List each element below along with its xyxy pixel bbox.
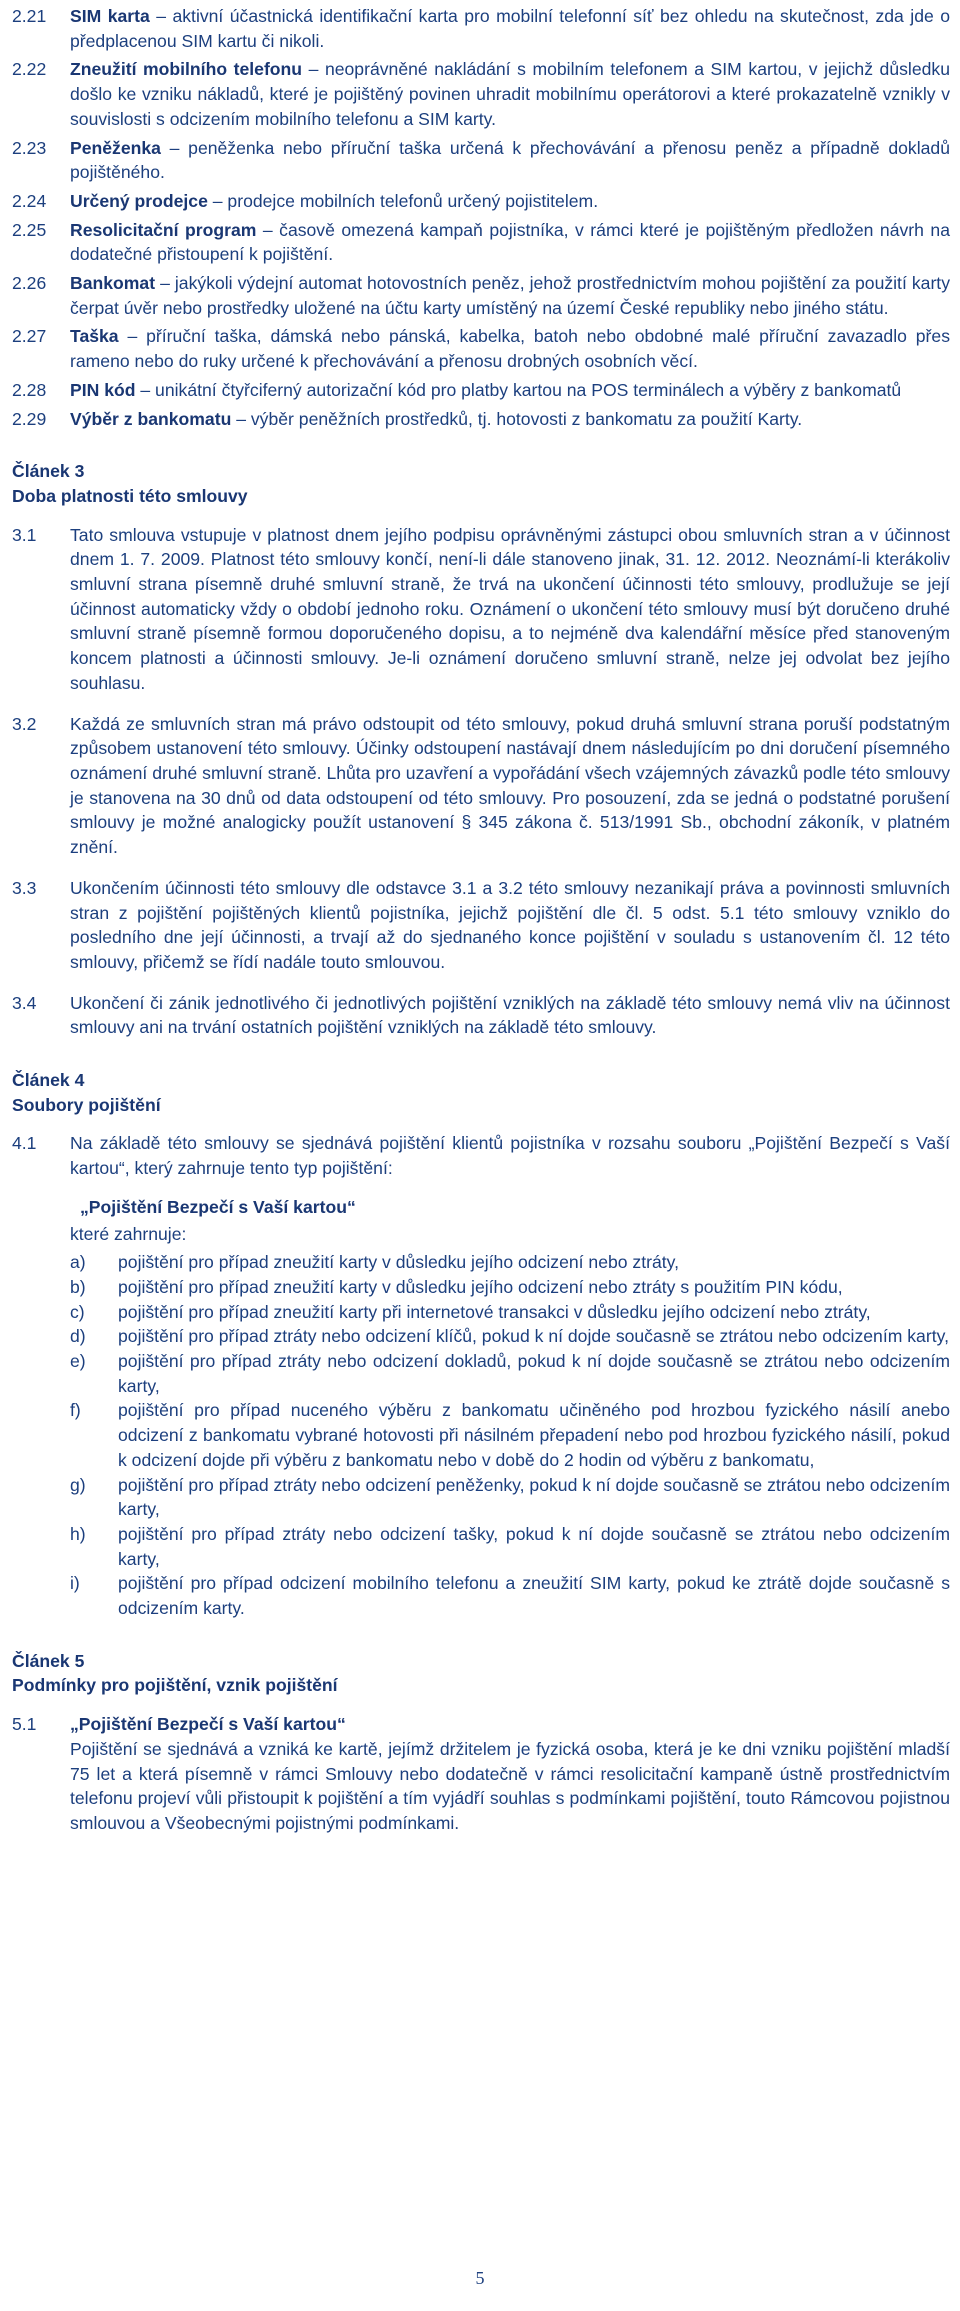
coverage-item: [70, 1571, 950, 1620]
definition-number: 2.29: [12, 408, 47, 429]
definition-number: 2.28: [12, 379, 47, 400]
clause-text: Ukončení či zánik jednotlivého či jednotlivých pojištění vzniklých na základě této smlouvy nemá vliv na účinnost smlouvy ani na trvání ostatních pojištění vzniklých na základě této smlouvy.: [70, 992, 950, 1038]
clause-item: [12, 712, 950, 860]
page-number: 5: [475, 2268, 485, 2288]
definition-item: [12, 271, 950, 320]
definition-text: – výběr peněžních prostředků, tj. hotovosti z bankomatu za použití Karty.: [231, 408, 803, 429]
definition-number: 2.24: [12, 190, 47, 211]
clause-text: Ukončením účinnosti této smlouvy dle odstavce 3.1 a 3.2 této smlouvy nezanikají práva a povinnosti smluvních stran z pojištění pojištěných klientů pojistníka, jejichž pojištění dle čl. 5 odst. 5.1 této smlouvy vzniklo do posledního dne její účinnosti, a trvají až do sjednaného konce pojištění v souladu s ustanovením čl. 12 této smlouvy, přičemž se řídí nadále touto smlouvou.: [70, 877, 950, 972]
definition-item: [12, 407, 950, 432]
definition-item: [12, 136, 950, 185]
definition-text: – neoprávněné nakládání s mobilním telefonem a SIM kartou, v jejichž důsledku došlo ke vzniku nákladů, které je pojištěný povinen uhradit mobilnímu operátorovi a které prokazatelně vznikly v souvislosti s odcizením mobilního telefonu a SIM karty.: [70, 59, 950, 129]
clause-text: Pojištění se sjednává a vzniká ke kartě, jejímž držitelem je fyzická osoba, která je ke dni vzniku pojištění mladší 75 let a která písemně v rámci Smlouvy nebo dodatečně v rámci resolicitační kampaně ústně prostřednictvím telefonu projeví vůli přistoupit k pojištění a tím vyjádří souhlas s podmínkami pojištění, touto Rámcovou pojistnou smlouvou a Všeobecnými pojistnými podmínkami.: [70, 1738, 950, 1833]
definition-term: Taška: [70, 326, 119, 347]
clause-text: Každá ze smluvních stran má právo odstoupit od této smlouvy, pokud druhá smluvní strana poruší podstatným způsobem ustanovení této smlouvy. Účinky odstoupení nastávají dnem následujícím po dni doručení písemného oznámení druhé smluvní straně. Lhůta pro uzavření a vypořádání všech vzájemných závazků podle této smlouvy je stanovena na 30 dnů od data odstoupení od této smlouvy. Pro posouzení, zda se jedná o podstatné porušení smlouvy je možné analogicky použít ustanovení § 345 zákona č. 513/1991 Sb., obchodní zákoník, v platném znění.: [70, 713, 950, 858]
coverage-text: pojištění pro případ zneužití karty při internetové transakci v důsledku jejího odcizení nebo ztráty,: [118, 1301, 871, 1322]
coverage-letter: i): [70, 1573, 80, 1594]
definition-term: Peněženka: [70, 137, 161, 158]
definition-text: – jakýkoli výdejní automat hotovostních peněz, jehož prostřednictvím mohou pojištění za použití karty čerpat úvěr nebo prostředky uložené na účtu karty umístěný na území České republiky nebo jiného státu.: [70, 273, 950, 318]
definition-text: – příruční taška, dámská nebo pánská, kabelka, batoh nebo obdobné malé příruční zavazadlo přes rameno nebo do ruky určené k přechovávání a přenosu drobných osobních věcí.: [70, 326, 950, 372]
article-3-title: Doba platnosti této smlouvy: [12, 485, 248, 506]
coverage-letter: e): [70, 1351, 86, 1372]
definition-term: Bankomat: [70, 273, 156, 294]
coverage-letter: h): [70, 1523, 86, 1544]
coverage-item: [70, 1250, 950, 1275]
coverage-item: [70, 1300, 950, 1325]
definition-number: 2.25: [12, 219, 47, 240]
clause-number: 3.1: [12, 524, 37, 545]
clause-text: Tato smlouva vstupuje v platnost dnem jejího podpisu oprávněnými zástupci obou smluvních stran a v účinnost dnem 1. 7. 2009. Platnost této smlouvy končí, není-li dále stanoveno jinak, 31. 12. 2012. Neoznámí-li kterákoliv smluvní strana písemně druhé smluvní straně, že trvá na ukončení účinnosti této smlouvy, prodlužuje se její účinnost automaticky vždy o období jednoho roku. Oznámení o ukončení této smlouvy musí být doručeno druhé smluvní straně písemně formou doporučeného dopisu, a to nejméně dva kalendářní měsíce před stanoveným koncem platnosti a účinnosti smlouvy. Je-li oznámení doručeno smluvní straně, nelze jej odvolat bez jejího souhlasu.: [70, 524, 950, 693]
definition-item: [12, 324, 950, 373]
coverage-letter: b): [70, 1276, 86, 1297]
clause-item: [12, 991, 950, 1040]
article-5-title: Podmínky pro pojištění, vznik pojištění: [12, 1675, 338, 1696]
coverage-text: pojištění pro případ ztráty nebo odcizení dokladů, pokud k ní dojde současně se ztrátou nebo odcizením karty,: [118, 1351, 950, 1396]
coverage-text: pojištění pro případ odcizení mobilního telefonu a zneužití SIM karty, pokud ke ztrátě dojde současně s odcizením karty.: [118, 1573, 950, 1619]
definition-item: [12, 4, 950, 53]
product-title: „Pojištění Bezpečí s Vaší kartou“: [70, 1714, 346, 1735]
coverage-item: [70, 1398, 950, 1472]
coverage-text: pojištění pro případ ztráty nebo odcizení klíčů, pokud k ní dojde současně se ztrátou nebo odcizením karty,: [118, 1326, 949, 1347]
definition-item: [12, 218, 950, 267]
coverage-text: pojištění pro případ nuceného výběru z bankomatu učiněného pod hrozbou fyzického násilí anebo odcizení z bankomatu vybrané hotovosti při násilném přepadení nebo pod hrozbou fyzického násilí, pokud k odcizení dojde při výběru z bankomatu nebo v době do 2 hodin od výběru z bankomatu,: [118, 1400, 950, 1470]
article-4-title: Soubory pojištění: [12, 1094, 161, 1115]
definition-text: – aktivní účastnická identifikační karta pro mobilní telefonní síť bez ohledu na skutečnost, zda jde o předplacenou SIM kartu či nikoli.: [70, 6, 950, 51]
definition-term: Určený prodejce: [70, 190, 208, 211]
coverage-letter: c): [70, 1301, 85, 1322]
coverage-text: pojištění pro případ zneužití karty v důsledku jejího odcizení nebo ztráty,: [118, 1252, 680, 1273]
coverage-letter: g): [70, 1474, 86, 1495]
definition-term: Výběr z bankomatu: [70, 408, 232, 429]
coverage-item: [70, 1349, 950, 1398]
definition-number: 2.21: [12, 6, 47, 26]
definition-item: [12, 57, 950, 131]
definition-term: SIM karta: [70, 6, 150, 26]
definition-text: – unikátní čtyřciferný autorizační kód pro platby kartou na POS terminálech a výběry z bankomatů: [135, 379, 902, 400]
clause-number: 3.4: [12, 992, 37, 1013]
coverage-text: pojištění pro případ ztráty nebo odcizení tašky, pokud k ní dojde současně se ztrátou nebo odcizením karty,: [118, 1523, 950, 1569]
coverage-letter: d): [70, 1326, 86, 1347]
coverage-item: [70, 1473, 950, 1522]
definition-term: PIN kód: [70, 379, 136, 400]
clause-item: [12, 876, 950, 975]
product-title: „Pojištění Bezpečí s Vaší kartou“: [80, 1196, 356, 1217]
clause-number: 4.1: [12, 1133, 37, 1154]
coverage-letter: a): [70, 1252, 86, 1273]
clause-number: 3.2: [12, 713, 37, 734]
definition-text: – peněženka nebo příruční taška určená k přechovávání a přenosu peněz a případně dokladů pojištěného.: [70, 137, 950, 183]
definition-number: 2.26: [12, 273, 47, 294]
definition-term: Resolicitační program: [70, 219, 257, 240]
coverage-item: [70, 1324, 950, 1349]
definition-item: [12, 378, 950, 403]
clause-item: [12, 1712, 950, 1836]
definition-item: [12, 189, 950, 214]
coverage-text: pojištění pro případ ztráty nebo odcizení peněženky, pokud k ní dojde současně se ztrátou nebo odcizením karty,: [118, 1474, 950, 1520]
clause-item: [12, 1131, 950, 1620]
definition-text: – prodejce mobilních telefonů určený pojistitelem.: [207, 190, 599, 211]
article-5-heading: Článek 5: [12, 1650, 85, 1671]
definition-text: – časově omezená kampaň pojistníka, v rámci které je pojištěným předložen návrh na dodatečné přistoupení k pojištění.: [70, 219, 950, 265]
definition-number: 2.23: [12, 137, 47, 158]
definition-number: 2.22: [12, 59, 47, 80]
coverage-text: pojištění pro případ zneužití karty v důsledku jejího odcizení nebo ztráty s použitím PIN kódu,: [118, 1276, 843, 1297]
article-4-heading: Článek 4: [12, 1070, 85, 1091]
includes-label: které zahrnuje:: [70, 1223, 187, 1244]
coverage-list: [70, 1250, 950, 1621]
coverage-letter: f): [70, 1400, 81, 1421]
coverage-item: [70, 1522, 950, 1571]
clause-number: 5.1: [12, 1714, 37, 1735]
article-3-heading: Článek 3: [12, 461, 85, 482]
clause-item: [12, 523, 950, 696]
definition-term: Zneužití mobilního telefonu: [70, 59, 303, 80]
clause-number: 3.3: [12, 877, 37, 898]
definitions-list: [12, 4, 950, 431]
definition-number: 2.27: [12, 326, 47, 347]
coverage-item: [70, 1275, 950, 1300]
clause-text: Na základě této smlouvy se sjednává pojištění klientů pojistníka v rozsahu souboru „Pojištění Bezpečí s Vaší kartou“, který zahrnuje tento typ pojištění:: [70, 1133, 950, 1179]
